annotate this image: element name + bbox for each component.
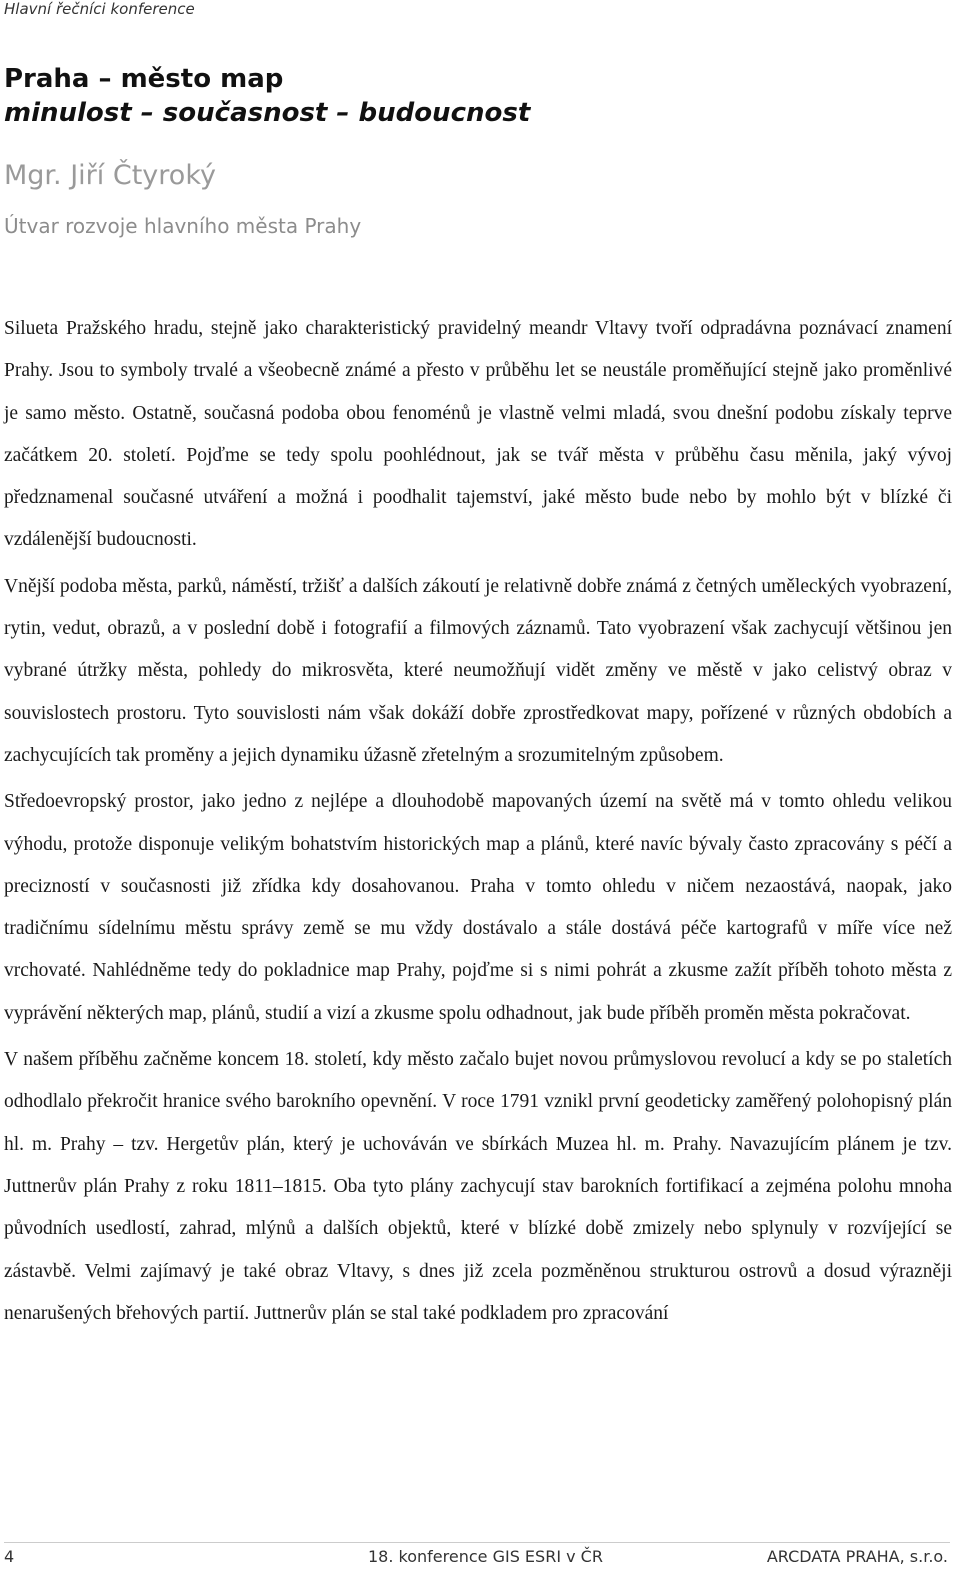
author-affiliation: Útvar rozvoje hlavního města Prahy: [4, 214, 362, 238]
paragraph: Vnější podoba města, parků, náměstí, tržišť a dalších zákoutí je relativně dobře známá z četných uměleckých vyobrazení, rytin, vedut, obrazů, a v poslední době i fotografií a filmových záznamů. Tato vyobrazení však zachycují většinou jen vybrané útržky města, pohledy do mikrosvěta, které neumožňují vidět změny ve městě v jako celistvý obraz v souvislostech prostoru. Tyto souvislosti nám však dokáží dobře zprostředkovat mapy, pořízené v různých obdobích a zachycujících tak proměny a jejich dynamiku úžasně zřetelným a srozumitelným způsobem.: [4, 575, 952, 766]
footer-divider: [4, 1542, 950, 1543]
running-header: Hlavní řečníci konference: [4, 0, 195, 18]
page-number: 4: [4, 1547, 15, 1566]
paragraph: Středoevropský prostor, jako jedno z nejlépe a dlouhodobě mapovaných území na světě má v tomto ohledu velikou výhodu, protože disponuje velikým bohatstvím historických map a plánů, které navíc bývaly často zpracovány s péčí a precizností v současnosti již zřídka kdy dosahovanou. Praha v tomto ohledu v ničem nezaostává, naopak, jako tradičnímu sídelnímu městu správy země se mu vždy dostávalo a stále dostává péče kartografů v míře více než vrchovaté. Nahlédněme tedy do pokladnice map Prahy, pojďme si s nimi pohrát a zkusme zažít příběh tohoto města z vyprávění některých map, plánů, studií a vizí a zkusme spolu odhadnout, jak bude příběh proměn města pokračovat.: [4, 791, 952, 1024]
article-title: Praha – město map: [4, 64, 284, 94]
author-name: Mgr. Jiří Čtyroký: [4, 160, 216, 191]
page-footer: [0, 1542, 960, 1572]
article-body: [4, 308, 952, 1335]
conference-name: 18. konference GIS ESRI v ČR: [368, 1547, 603, 1566]
paragraph: V našem příběhu začněme koncem 18. století, kdy město začalo bujet novou průmyslovou revolucí a kdy se po staletích odhodlalo překročit hranice svého barokního opevnění. V roce 1791 vznikl první geodeticky zaměřený polohopisný plán hl. m. Prahy – tzv. Hergetův plán, který je uchováván ve sbírkách Muzea hl. m. Prahy. Navazujícím plánem je tzv. Juttnerův plán Prahy z roku 1811–1815. Oba tyto plány zachycují stav barokních fortifikací a zejména polohu mnoha původních usedlostí, zahrad, mlýnů a dalších objektů, které v blízké době zmizely nebo splynuly v rozvíjející se zástavbě. Velmi zajímavý je také obraz Vltavy, s dnes již zcela pozměněnou strukturou ostrovů a dosud výrazněji nenarušených břehových partií. Juttnerův plán se stal také podkladem pro zpracování: [4, 1049, 952, 1324]
paragraph: Silueta Pražského hradu, stejně jako charakteristický pravidelný meandr Vltavy tvoří odpradávna poznávací znamení Prahy. Jsou to symboly trvalé a všeobecně známé a přesto v průběhu let se neustále proměňující stejně jako proměnlivé je samo město. Ostatně, současná podoba obou fenoménů je vlastně velmi mladá, svou dnešní podobu získaly teprve začátkem 20. století. Pojďme se tedy spolu poohlédnout, jak se tvář města v průběhu času měnila, jaký vývoj předznamenal současné utváření a možná i poodhalit tajemství, jaké město bude nebo by mohlo být v blízké či vzdálenější budoucnosti.: [4, 318, 952, 551]
article-title-block: [4, 62, 944, 130]
article-subtitle: minulost – současnost – budoucnost: [4, 98, 531, 128]
publisher-name: ARCDATA PRAHA, s.r.o.: [766, 1547, 948, 1566]
